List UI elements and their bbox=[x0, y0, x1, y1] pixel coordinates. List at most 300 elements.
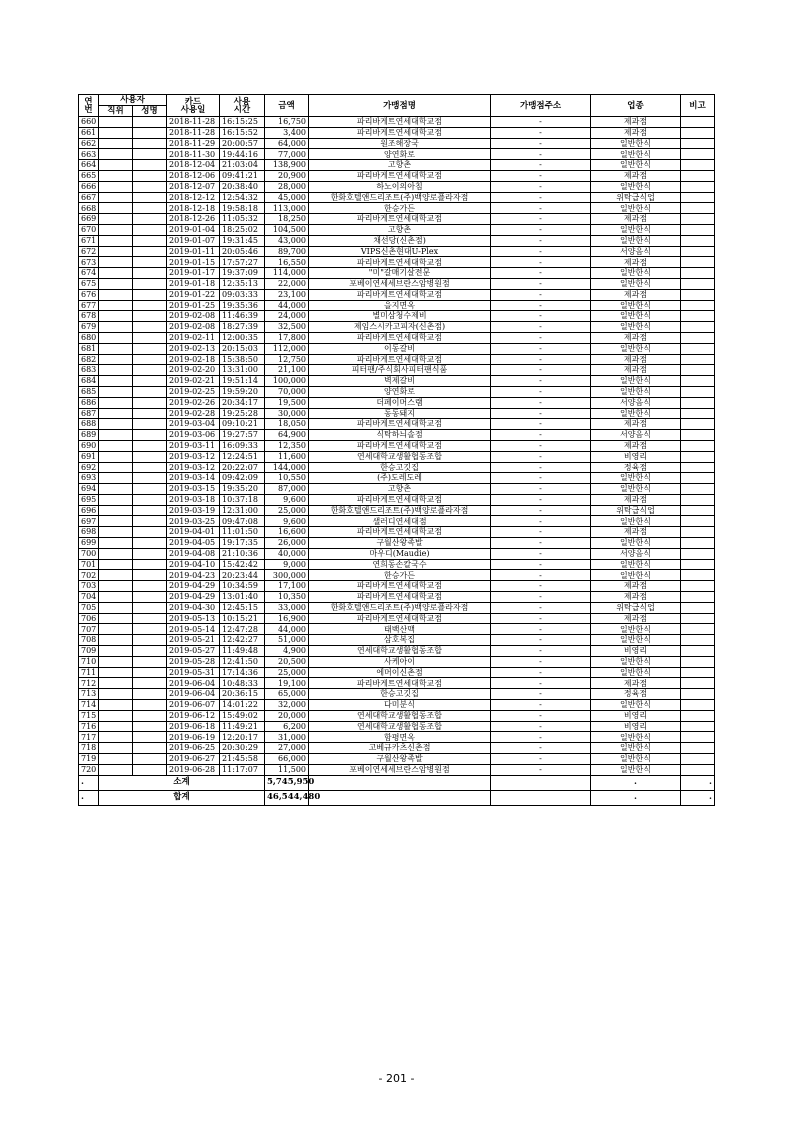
name-cell bbox=[133, 278, 167, 289]
merchant-name: 파리바게트연세대학교점 bbox=[309, 678, 491, 689]
row-number: 705 bbox=[79, 602, 99, 613]
merchant-address: - bbox=[491, 581, 591, 592]
card-date: 2019-01-11 bbox=[167, 246, 220, 257]
table-row bbox=[79, 484, 715, 495]
merchant-address: - bbox=[491, 473, 591, 484]
row-number: 714 bbox=[79, 700, 99, 711]
name-cell bbox=[133, 332, 167, 343]
category: 일반한식 bbox=[591, 743, 681, 754]
row-number: 680 bbox=[79, 332, 99, 343]
merchant-address: - bbox=[491, 646, 591, 657]
position-cell bbox=[99, 311, 133, 322]
row-number: 679 bbox=[79, 322, 99, 333]
amount: 144,000 bbox=[265, 462, 309, 473]
merchant-address: - bbox=[491, 149, 591, 160]
table-row bbox=[79, 635, 715, 646]
note-cell bbox=[681, 127, 715, 138]
merchant-name: 한화호텔앤드리조트(주)백양로플라자점 bbox=[309, 602, 491, 613]
name-cell bbox=[133, 224, 167, 235]
amount: 16,550 bbox=[265, 257, 309, 268]
merchant-address: - bbox=[491, 160, 591, 171]
category: 일반한식 bbox=[591, 203, 681, 214]
card-date: 2019-03-06 bbox=[167, 430, 220, 441]
row-number: 692 bbox=[79, 462, 99, 473]
amount: 30,000 bbox=[265, 408, 309, 419]
position-cell bbox=[99, 570, 133, 581]
note-cell bbox=[681, 235, 715, 246]
use-time: 10:15:21 bbox=[220, 613, 265, 624]
merchant-address: - bbox=[491, 538, 591, 549]
total-merchant-cell bbox=[309, 790, 491, 805]
name-cell bbox=[133, 354, 167, 365]
table-row bbox=[79, 203, 715, 214]
category: 일반한식 bbox=[591, 473, 681, 484]
name-cell bbox=[133, 181, 167, 192]
category: 일반한식 bbox=[591, 408, 681, 419]
table-row bbox=[79, 170, 715, 181]
total-address-cell bbox=[491, 790, 591, 805]
merchant-address: - bbox=[491, 214, 591, 225]
merchant-address: - bbox=[491, 710, 591, 721]
use-time: 20:22:07 bbox=[220, 462, 265, 473]
note-cell bbox=[681, 635, 715, 646]
position-cell bbox=[99, 257, 133, 268]
row-number: 719 bbox=[79, 754, 99, 765]
amount: 33,000 bbox=[265, 602, 309, 613]
merchant-address: - bbox=[491, 592, 591, 603]
merchant-address: - bbox=[491, 376, 591, 387]
use-time: 13:31:00 bbox=[220, 365, 265, 376]
use-time: 20:36:15 bbox=[220, 689, 265, 700]
card-date: 2019-06-19 bbox=[167, 732, 220, 743]
category: 일반한식 bbox=[591, 516, 681, 527]
position-cell bbox=[99, 646, 133, 657]
position-cell bbox=[99, 484, 133, 495]
amount: 25,000 bbox=[265, 505, 309, 516]
card-date: 2018-12-26 bbox=[167, 214, 220, 225]
merchant-name: 동동돼지 bbox=[309, 408, 491, 419]
table-row bbox=[79, 538, 715, 549]
page-number: - 201 - bbox=[378, 1072, 415, 1085]
note-cell bbox=[681, 289, 715, 300]
amount: 18,050 bbox=[265, 419, 309, 430]
amount: 12,350 bbox=[265, 440, 309, 451]
position-cell bbox=[99, 559, 133, 570]
subtotal-label: 소계 bbox=[99, 775, 265, 790]
category: 일반한식 bbox=[591, 235, 681, 246]
table-row bbox=[79, 462, 715, 473]
note-cell bbox=[681, 214, 715, 225]
position-cell bbox=[99, 203, 133, 214]
header-note: 비고 bbox=[681, 95, 715, 117]
note-cell bbox=[681, 494, 715, 505]
note-cell bbox=[681, 311, 715, 322]
name-cell bbox=[133, 581, 167, 592]
merchant-address: - bbox=[491, 397, 591, 408]
row-number: 675 bbox=[79, 278, 99, 289]
category: 제과점 bbox=[591, 214, 681, 225]
merchant-address: - bbox=[491, 494, 591, 505]
name-cell bbox=[133, 700, 167, 711]
table-row bbox=[79, 602, 715, 613]
table-row bbox=[79, 451, 715, 462]
position-cell bbox=[99, 721, 133, 732]
amount: 20,500 bbox=[265, 656, 309, 667]
table-row bbox=[79, 559, 715, 570]
amount: 300,000 bbox=[265, 570, 309, 581]
merchant-address: - bbox=[491, 117, 591, 128]
use-time: 11:05:32 bbox=[220, 214, 265, 225]
position-cell bbox=[99, 246, 133, 257]
table-row bbox=[79, 235, 715, 246]
category: 비영리 bbox=[591, 710, 681, 721]
merchant-address: - bbox=[491, 559, 591, 570]
category: 서양음식 bbox=[591, 397, 681, 408]
amount: 22,000 bbox=[265, 278, 309, 289]
table-row bbox=[79, 473, 715, 484]
position-cell bbox=[99, 138, 133, 149]
subtotal-row bbox=[79, 775, 715, 790]
table-row bbox=[79, 257, 715, 268]
use-time: 10:37:18 bbox=[220, 494, 265, 505]
note-cell bbox=[681, 538, 715, 549]
merchant-address: - bbox=[491, 127, 591, 138]
name-cell bbox=[133, 656, 167, 667]
category: 일반한식 bbox=[591, 268, 681, 279]
merchant-address: - bbox=[491, 484, 591, 495]
category: 제과점 bbox=[591, 365, 681, 376]
use-time: 18:25:02 bbox=[220, 224, 265, 235]
name-cell bbox=[133, 635, 167, 646]
card-date: 2019-06-04 bbox=[167, 689, 220, 700]
row-number: 715 bbox=[79, 710, 99, 721]
amount: 4,900 bbox=[265, 646, 309, 657]
use-time: 11:01:50 bbox=[220, 527, 265, 538]
row-number: 701 bbox=[79, 559, 99, 570]
card-date: 2019-01-22 bbox=[167, 289, 220, 300]
card-date: 2019-02-08 bbox=[167, 311, 220, 322]
category: 일반한식 bbox=[591, 484, 681, 495]
amount: 19,500 bbox=[265, 397, 309, 408]
position-cell bbox=[99, 624, 133, 635]
name-cell bbox=[133, 440, 167, 451]
note-cell bbox=[681, 181, 715, 192]
merchant-address: - bbox=[491, 764, 591, 775]
use-time: 15:49:02 bbox=[220, 710, 265, 721]
row-number: 691 bbox=[79, 451, 99, 462]
amount: 113,000 bbox=[265, 203, 309, 214]
name-cell bbox=[133, 376, 167, 387]
card-date: 2019-01-15 bbox=[167, 257, 220, 268]
card-date: 2019-03-18 bbox=[167, 494, 220, 505]
amount: 20,900 bbox=[265, 170, 309, 181]
table-row bbox=[79, 224, 715, 235]
header-position: 직위 bbox=[99, 106, 133, 117]
category: 일반한식 bbox=[591, 343, 681, 354]
position-cell bbox=[99, 289, 133, 300]
card-date: 2019-04-29 bbox=[167, 592, 220, 603]
position-cell bbox=[99, 764, 133, 775]
use-time: 20:15:03 bbox=[220, 343, 265, 354]
table-row bbox=[79, 494, 715, 505]
use-time: 20:00:57 bbox=[220, 138, 265, 149]
name-cell bbox=[133, 192, 167, 203]
note-cell bbox=[681, 451, 715, 462]
position-cell bbox=[99, 527, 133, 538]
merchant-name: 별미삼청수제비 bbox=[309, 311, 491, 322]
use-time: 19:44:16 bbox=[220, 149, 265, 160]
amount: 23,100 bbox=[265, 289, 309, 300]
table-row bbox=[79, 246, 715, 257]
note-cell bbox=[681, 376, 715, 387]
merchant-name: 한승고깃집 bbox=[309, 689, 491, 700]
table-row bbox=[79, 181, 715, 192]
row-number: 671 bbox=[79, 235, 99, 246]
use-time: 12:41:50 bbox=[220, 656, 265, 667]
amount: 31,000 bbox=[265, 732, 309, 743]
name-cell bbox=[133, 473, 167, 484]
merchant-name: 원조해장국 bbox=[309, 138, 491, 149]
card-date: 2019-06-25 bbox=[167, 743, 220, 754]
table-row bbox=[79, 548, 715, 559]
name-cell bbox=[133, 505, 167, 516]
merchant-name: 고향촌 bbox=[309, 160, 491, 171]
category: 제과점 bbox=[591, 332, 681, 343]
row-number: 661 bbox=[79, 127, 99, 138]
name-cell bbox=[133, 408, 167, 419]
header-name: 성명 bbox=[133, 106, 167, 117]
merchant-address: - bbox=[491, 224, 591, 235]
merchant-name: 이동갈비 bbox=[309, 343, 491, 354]
category: 일반한식 bbox=[591, 138, 681, 149]
card-date: 2019-02-18 bbox=[167, 354, 220, 365]
table-header bbox=[79, 95, 715, 117]
merchant-name: 연세대학교생활협동조합 bbox=[309, 710, 491, 721]
merchant-address: - bbox=[491, 754, 591, 765]
use-time: 19:25:28 bbox=[220, 408, 265, 419]
header-merchant-address: 가맹점주소 bbox=[491, 95, 591, 117]
name-cell bbox=[133, 246, 167, 257]
merchant-name: 한승고깃집 bbox=[309, 462, 491, 473]
card-date: 2019-04-29 bbox=[167, 581, 220, 592]
category: 정육점 bbox=[591, 689, 681, 700]
merchant-name: 파리바게트연세대학교점 bbox=[309, 527, 491, 538]
merchant-name: 에머이신촌점 bbox=[309, 667, 491, 678]
name-cell bbox=[133, 289, 167, 300]
use-time: 11:46:39 bbox=[220, 311, 265, 322]
card-date: 2019-05-27 bbox=[167, 646, 220, 657]
table-row bbox=[79, 268, 715, 279]
merchant-address: - bbox=[491, 667, 591, 678]
name-cell bbox=[133, 203, 167, 214]
merchant-address: - bbox=[491, 257, 591, 268]
amount: 89,700 bbox=[265, 246, 309, 257]
table-row bbox=[79, 300, 715, 311]
name-cell bbox=[133, 743, 167, 754]
merchant-address: - bbox=[491, 527, 591, 538]
merchant-name: 더페이머스램 bbox=[309, 397, 491, 408]
category: 서양음식 bbox=[591, 246, 681, 257]
subtotal-category-dot: . bbox=[591, 775, 681, 790]
category: 제과점 bbox=[591, 592, 681, 603]
position-cell bbox=[99, 602, 133, 613]
row-number: 713 bbox=[79, 689, 99, 700]
name-cell bbox=[133, 516, 167, 527]
note-cell bbox=[681, 581, 715, 592]
name-cell bbox=[133, 527, 167, 538]
name-cell bbox=[133, 117, 167, 128]
card-date: 2019-06-07 bbox=[167, 700, 220, 711]
note-cell bbox=[681, 646, 715, 657]
row-number: 708 bbox=[79, 635, 99, 646]
use-time: 12:45:15 bbox=[220, 602, 265, 613]
use-time: 19:51:14 bbox=[220, 376, 265, 387]
table-row bbox=[79, 365, 715, 376]
use-time: 19:17:35 bbox=[220, 538, 265, 549]
amount: 87,000 bbox=[265, 484, 309, 495]
amount: 28,000 bbox=[265, 181, 309, 192]
note-cell bbox=[681, 160, 715, 171]
merchant-name: 식탁하늬솔점 bbox=[309, 430, 491, 441]
header-amount: 금액 bbox=[265, 95, 309, 117]
header-merchant: 가맹점명 bbox=[309, 95, 491, 117]
category: 일반한식 bbox=[591, 667, 681, 678]
use-time: 09:10:21 bbox=[220, 419, 265, 430]
category: 일반한식 bbox=[591, 149, 681, 160]
position-cell bbox=[99, 408, 133, 419]
amount: 32,000 bbox=[265, 700, 309, 711]
merchant-name: 파리바게트연세대학교점 bbox=[309, 257, 491, 268]
note-cell bbox=[681, 246, 715, 257]
amount: 10,350 bbox=[265, 592, 309, 603]
use-time: 21:45:58 bbox=[220, 754, 265, 765]
use-time: 19:27:57 bbox=[220, 430, 265, 441]
merchant-address: - bbox=[491, 322, 591, 333]
use-time: 20:05:46 bbox=[220, 246, 265, 257]
row-number: 689 bbox=[79, 430, 99, 441]
row-number: 666 bbox=[79, 181, 99, 192]
amount: 19,100 bbox=[265, 678, 309, 689]
merchant-name: 을지면옥 bbox=[309, 300, 491, 311]
card-date: 2018-12-07 bbox=[167, 181, 220, 192]
amount: 26,000 bbox=[265, 538, 309, 549]
merchant-name: 고향촌 bbox=[309, 484, 491, 495]
card-date: 2019-06-04 bbox=[167, 678, 220, 689]
category: 일반한식 bbox=[591, 570, 681, 581]
merchant-name: 파리바게트연세대학교점 bbox=[309, 494, 491, 505]
row-number: 696 bbox=[79, 505, 99, 516]
row-number: 683 bbox=[79, 365, 99, 376]
row-number: 663 bbox=[79, 149, 99, 160]
table-row bbox=[79, 667, 715, 678]
use-time: 19:37:09 bbox=[220, 268, 265, 279]
amount: 44,000 bbox=[265, 624, 309, 635]
position-cell bbox=[99, 710, 133, 721]
use-time: 20:38:40 bbox=[220, 181, 265, 192]
merchant-address: - bbox=[491, 408, 591, 419]
merchant-address: - bbox=[491, 462, 591, 473]
position-cell bbox=[99, 268, 133, 279]
note-cell bbox=[681, 613, 715, 624]
subtotal-address-cell bbox=[491, 775, 591, 790]
merchant-name: 연희동손칼국수 bbox=[309, 559, 491, 570]
name-cell bbox=[133, 721, 167, 732]
note-cell bbox=[681, 602, 715, 613]
row-number: 697 bbox=[79, 516, 99, 527]
row-number: 664 bbox=[79, 160, 99, 171]
category: 제과점 bbox=[591, 127, 681, 138]
amount: 9,600 bbox=[265, 516, 309, 527]
merchant-address: - bbox=[491, 602, 591, 613]
card-date: 2019-03-15 bbox=[167, 484, 220, 495]
category: 일반한식 bbox=[591, 300, 681, 311]
card-date: 2019-04-30 bbox=[167, 602, 220, 613]
position-cell bbox=[99, 170, 133, 181]
table-row bbox=[79, 214, 715, 225]
card-date: 2019-04-01 bbox=[167, 527, 220, 538]
name-cell bbox=[133, 451, 167, 462]
category: 일반한식 bbox=[591, 538, 681, 549]
note-cell bbox=[681, 386, 715, 397]
category: 제과점 bbox=[591, 354, 681, 365]
amount: 16,600 bbox=[265, 527, 309, 538]
merchant-name: 채선당(신촌점) bbox=[309, 235, 491, 246]
row-number: 718 bbox=[79, 743, 99, 754]
table-row bbox=[79, 430, 715, 441]
position-cell bbox=[99, 473, 133, 484]
card-date: 2019-02-26 bbox=[167, 397, 220, 408]
row-number: 703 bbox=[79, 581, 99, 592]
subtotal-amount: 5,745,950 bbox=[265, 775, 309, 790]
merchant-address: - bbox=[491, 170, 591, 181]
use-time: 11:17:07 bbox=[220, 764, 265, 775]
amount: 16,900 bbox=[265, 613, 309, 624]
note-cell bbox=[681, 570, 715, 581]
amount: 44,000 bbox=[265, 300, 309, 311]
name-cell bbox=[133, 149, 167, 160]
category: 제과점 bbox=[591, 117, 681, 128]
table-row bbox=[79, 278, 715, 289]
name-cell bbox=[133, 365, 167, 376]
merchant-address: - bbox=[491, 656, 591, 667]
use-time: 21:10:36 bbox=[220, 548, 265, 559]
merchant-name: 태백산맥 bbox=[309, 624, 491, 635]
card-date: 2019-02-08 bbox=[167, 322, 220, 333]
merchant-name: 한승가든 bbox=[309, 570, 491, 581]
merchant-address: - bbox=[491, 343, 591, 354]
merchant-address: - bbox=[491, 430, 591, 441]
use-time: 19:58:18 bbox=[220, 203, 265, 214]
category: 일반한식 bbox=[591, 635, 681, 646]
note-cell bbox=[681, 257, 715, 268]
position-cell bbox=[99, 581, 133, 592]
position-cell bbox=[99, 386, 133, 397]
total-category-dot: . bbox=[591, 790, 681, 805]
use-time: 12:35:13 bbox=[220, 278, 265, 289]
name-cell bbox=[133, 624, 167, 635]
merchant-address: - bbox=[491, 678, 591, 689]
note-cell bbox=[681, 203, 715, 214]
card-date: 2019-06-18 bbox=[167, 721, 220, 732]
merchant-address: - bbox=[491, 332, 591, 343]
category: 제과점 bbox=[591, 494, 681, 505]
merchant-name: 포베이연세세브란스암병원점 bbox=[309, 764, 491, 775]
use-time: 19:59:20 bbox=[220, 386, 265, 397]
use-time: 11:49:21 bbox=[220, 721, 265, 732]
table-row bbox=[79, 721, 715, 732]
merchant-name: 파리바게트연세대학교점 bbox=[309, 581, 491, 592]
note-cell bbox=[681, 268, 715, 279]
